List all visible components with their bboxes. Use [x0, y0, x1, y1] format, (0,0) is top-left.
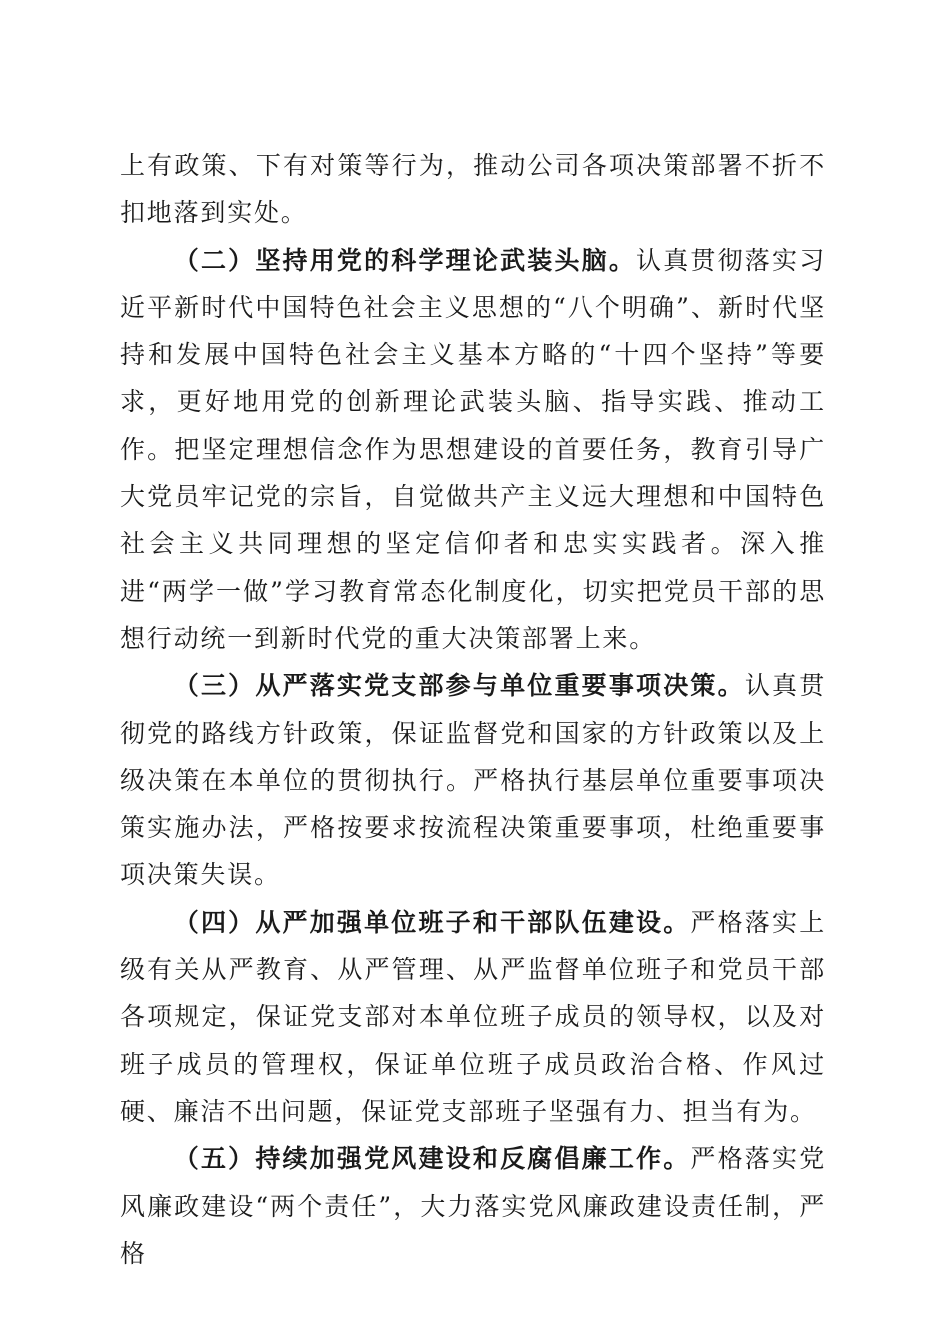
- paragraph-section-2: [120, 237, 826, 663]
- paragraph-body: 认真贯彻落实习近平新时代中国特色社会主义思想的“八个明确”、新时代坚持和发展中国特色社会主义基本方略的“十四个坚持”等要求，更好地用党的创新理论武装头脑、指导实践、推动工作。把坚定理想信念作为思想建设的首要任务，教育引导广大党员牢记党的宗旨，自觉做共产主义远大理想和中国特色社会主义共同理想的坚定信仰者和忠实实践者。深入推进“两学一做”学习教育常态化制度化，切实把党员干部的思想行动统一到新时代党的重大决策部署上来。: [120, 245, 826, 653]
- paragraph-body: 上有政策、下有对策等行为，推动公司各项决策部署不折不扣地落到实处。: [120, 151, 826, 228]
- paragraph-body: 严格落实党风廉政建设“两个责任”，大力落实党风廉政建设责任制，严格: [120, 1144, 826, 1268]
- document-body: [120, 142, 826, 1277]
- paragraph-continuation: [120, 142, 826, 237]
- paragraph-body: 认真贯彻党的路线方针政策，保证监督党和国家的方针政策以及上级决策在本单位的贯彻执行。严格执行基层单位重要事项决策实施办法，严格按要求按流程决策重要事项，杜绝重要事项决策失误。: [120, 671, 826, 890]
- paragraph-section-5: [120, 1135, 826, 1277]
- paragraph-section-4: [120, 899, 826, 1135]
- paragraph-section-3: [120, 662, 826, 898]
- paragraph-body: 严格落实上级有关从严教育、从严管理、从严监督单位班子和党员干部各项规定，保证党支部对本单位班子成员的领导权，以及对班子成员的管理权，保证单位班子成员政治合格、作风过硬、廉洁不出问题，保证党支部班子坚强有力、担当有为。: [120, 907, 826, 1126]
- section-heading: （二）坚持用党的科学理论武装头脑。: [173, 245, 637, 275]
- section-heading: （三）从严落实党支部参与单位重要事项决策。: [173, 671, 745, 701]
- section-heading: （四）从严加强单位班子和干部队伍建设。: [173, 907, 691, 937]
- section-heading: （五）持续加强党风建设和反腐倡廉工作。: [173, 1144, 691, 1174]
